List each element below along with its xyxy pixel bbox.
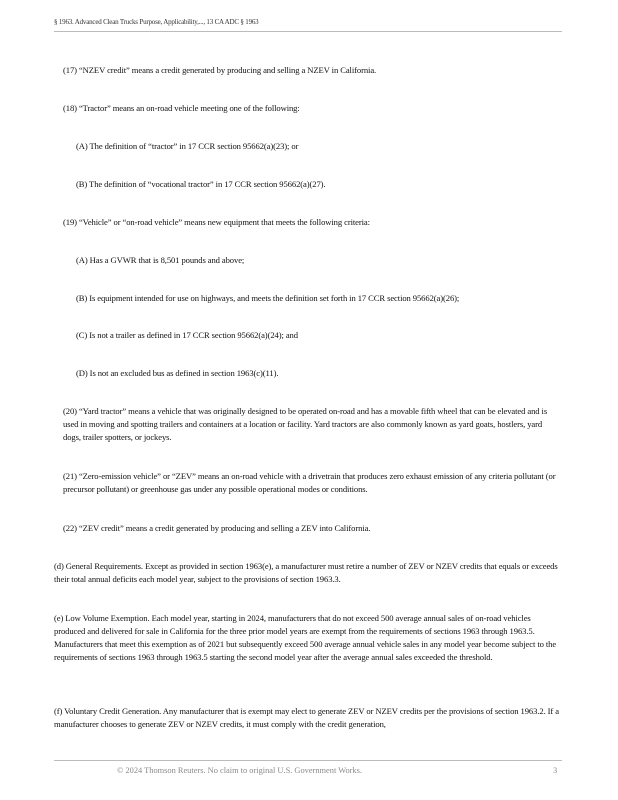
definition-19-item-b: (B) Is equipment intended for use on highways, and meets the definition set forth in 17 CCR section 95662(a)(26); [76, 293, 460, 303]
definition-19-item-c: (C) Is not a trailer as defined in 17 CCR section 95662(a)(24); and [76, 330, 298, 340]
section-f-voluntary-credit-generation: (f) Voluntary Credit Generation. Any manufacturer that is exempt may elect to generate ZEV or NZEV credits per the provisions of section 1963.2. If a manufacturer chooses to generate ZEV or NZEV credits, it must comply with the credit generation, [54, 706, 559, 729]
definition-19-vehicle: (19) “Vehicle” or “on-road vehicle” means new equipment that meets the following criteria: [63, 217, 370, 227]
definition-20-yard-tractor: (20) “Yard tractor” means a vehicle that was originally designed to be operated on-road and has a movable fifth wheel that can be elevated and is used in moving and spotting trailers and containers at a location or facility. Yard tractors are also commonly known as yard goats, hostlers, yard dogs, trailer spotters, or jockeys. [63, 406, 548, 442]
definition-19-item-d: (D) Is not an excluded bus as defined in section 1963(c)(11). [76, 368, 279, 378]
definition-18-item-b: (B) The definition of “vocational tractor” in 17 CCR section 95662(a)(27). [76, 179, 326, 189]
definition-21-zev: (21) “Zero-emission vehicle” or “ZEV” means an on-road vehicle with a drivetrain that produces zero exhaust emission of any criteria pollutant (or precursor pollutant) or greenhouse gas under any possible operational modes or conditions. [63, 471, 556, 494]
footer-divider [54, 760, 562, 761]
definition-19-item-a: (A) Has a GVWR that is 8,501 pounds and above; [76, 255, 245, 265]
running-header: § 1963. Advanced Clean Trucks Purpose, Applicability,..., 13 CA ADC § 1963 [54, 18, 562, 32]
copyright-footer: © 2024 Thomson Reuters. No claim to original U.S. Government Works. [117, 766, 362, 775]
definition-17-nzev-credit: (17) “NZEV credit” means a credit generated by producing and selling a NZEV in California. [63, 65, 377, 75]
section-e-low-volume-exemption: (e) Low Volume Exemption. Each model year, starting in 2024, manufacturers that do not exceed 500 average annual sales of on-road vehicles produced and delivered for sale in California for the three prior model years are exempt from the requirements of sections 1963 through 1963.5. Manufacturers that meet this exemption as of 2021 but subsequently exceed 500 average annual vehicle sales in any model year become subject to the requirements of sections 1963 through 1963.5 starting the second model year after the average annual sales exceeded the threshold. [54, 613, 557, 662]
section-d-general-requirements: (d) General Requirements. Except as provided in section 1963(e), a manufacturer must retire a number of ZEV or NZEV credits that equals or exceeds their total annual deficits each model year, subject to the provisions of section 1963.3. [54, 561, 558, 584]
definition-22-zev-credit: (22) “ZEV credit” means a credit generated by producing and selling a ZEV into California. [63, 523, 371, 533]
definition-18-item-a: (A) The definition of “tractor” in 17 CCR section 95662(a)(23); or [76, 141, 299, 151]
definition-18-tractor: (18) “Tractor” means an on-road vehicle meeting one of the following: [63, 103, 300, 113]
page-number: 3 [553, 766, 558, 775]
